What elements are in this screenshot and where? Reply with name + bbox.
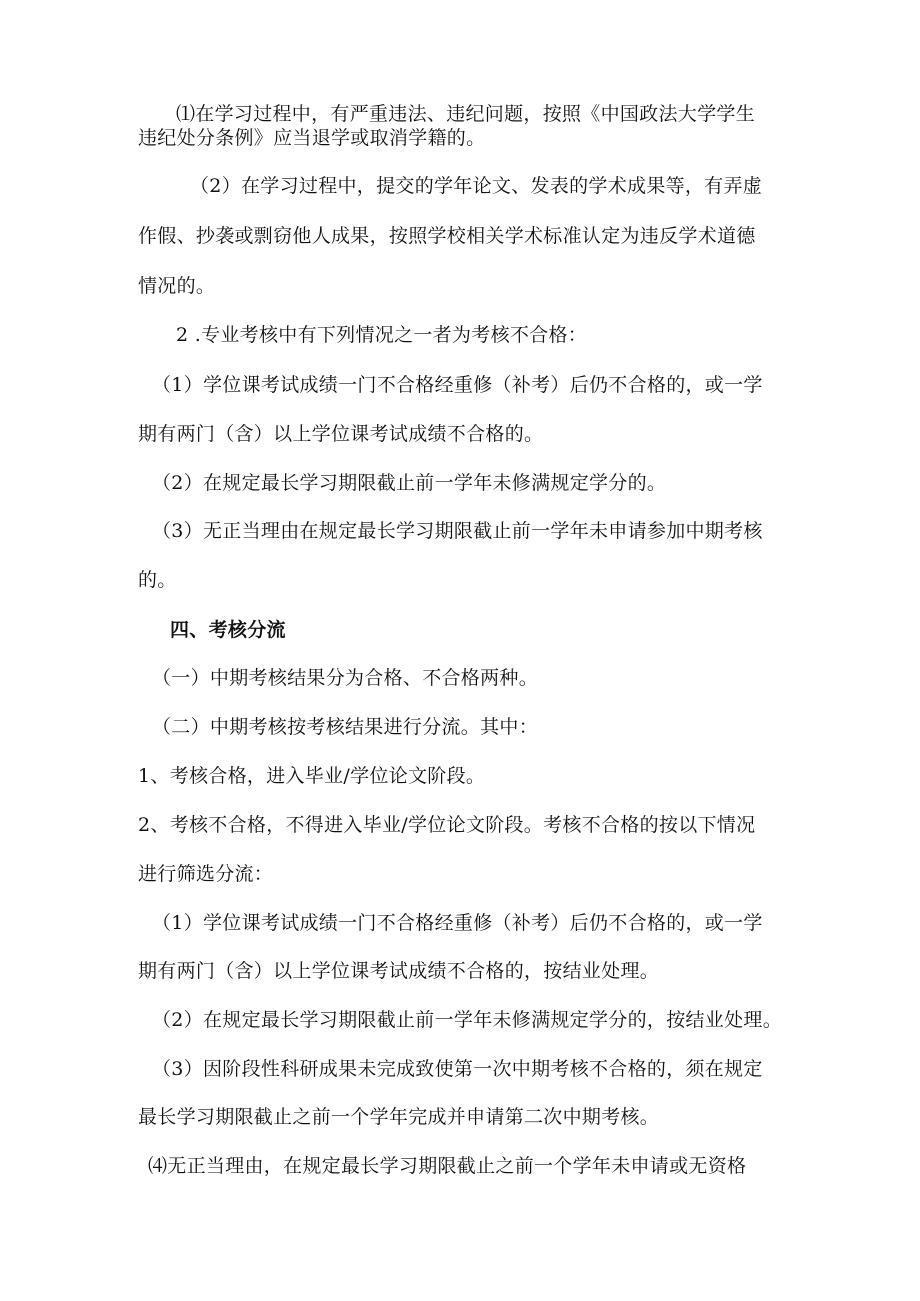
item-3-line-1: （3）无正当理由在规定最长学习期限截止前一学年未申请参加中期考核 (152, 520, 763, 542)
subsection-1: （一）中期考核结果分为合格、不合格两种。 (152, 667, 539, 689)
result-2-line-2: 进行筛选分流： (138, 863, 274, 885)
case-1-line-2: 期有两门（含）以上学位课考试成绩不合格的，按结业处理。 (138, 960, 660, 982)
case-3-line-2: 最长学习期限截止之前一个学年完成并申请第二次中期考核。 (138, 1106, 660, 1128)
paragraph-1-line-1: ⑴在学习过程中，有严重违法、违纪问题，按照《中国政法大学学生 (176, 103, 756, 125)
case-3-line-1: （3）因阶段性科研成果未完成致使第一次中期考核不合格的，须在规定 (152, 1058, 763, 1080)
result-1: 1、考核合格，进入毕业/学位论文阶段。 (138, 765, 486, 787)
section-4-heading: 四、考核分流 (170, 619, 286, 641)
item-2-line-1: （2）在规定最长学习期限截止前一学年未修满规定学分的。 (152, 472, 667, 494)
paragraph-1-line-2: 违纪处分条例》应当退学或取消学籍的。 (138, 127, 486, 149)
item-1-line-1: （1）学位课考试成绩一门不合格经重修（补考）后仍不合格的，或一学 (152, 374, 763, 396)
case-2-line-1: （2）在规定最长学习期限截止前一学年未修满规定学分的，按结业处理。 (152, 1009, 782, 1031)
paragraph-2-line-3: 情况的。 (138, 275, 216, 297)
case-4-line-1: ⑷无正当理由，在规定最长学习期限截止之前一个学年未申请或无资格 (148, 1155, 747, 1177)
result-2-line-1: 2、考核不合格，不得进入毕业/学位论文阶段。考核不合格的按以下情况 (138, 814, 756, 836)
subsection-2: （二）中期考核按考核结果进行分流。其中： (152, 716, 539, 738)
item-1-line-2: 期有两门（含）以上学位课考试成绩不合格的。 (138, 423, 544, 445)
item-3-line-2: 的。 (138, 569, 177, 591)
paragraph-2-line-1: （2）在学习过程中，提交的学年论文、发表的学术成果等，有弄虚 (190, 175, 763, 197)
section-2-title: 2 .专业考核中有下列情况之一者为考核不合格： (176, 324, 588, 346)
paragraph-2-line-2: 作假、抄袭或剽窃他人成果，按照学校相关学术标准认定为违反学术道德 (138, 225, 756, 247)
case-1-line-1: （1）学位课考试成绩一门不合格经重修（补考）后仍不合格的，或一学 (152, 912, 763, 934)
